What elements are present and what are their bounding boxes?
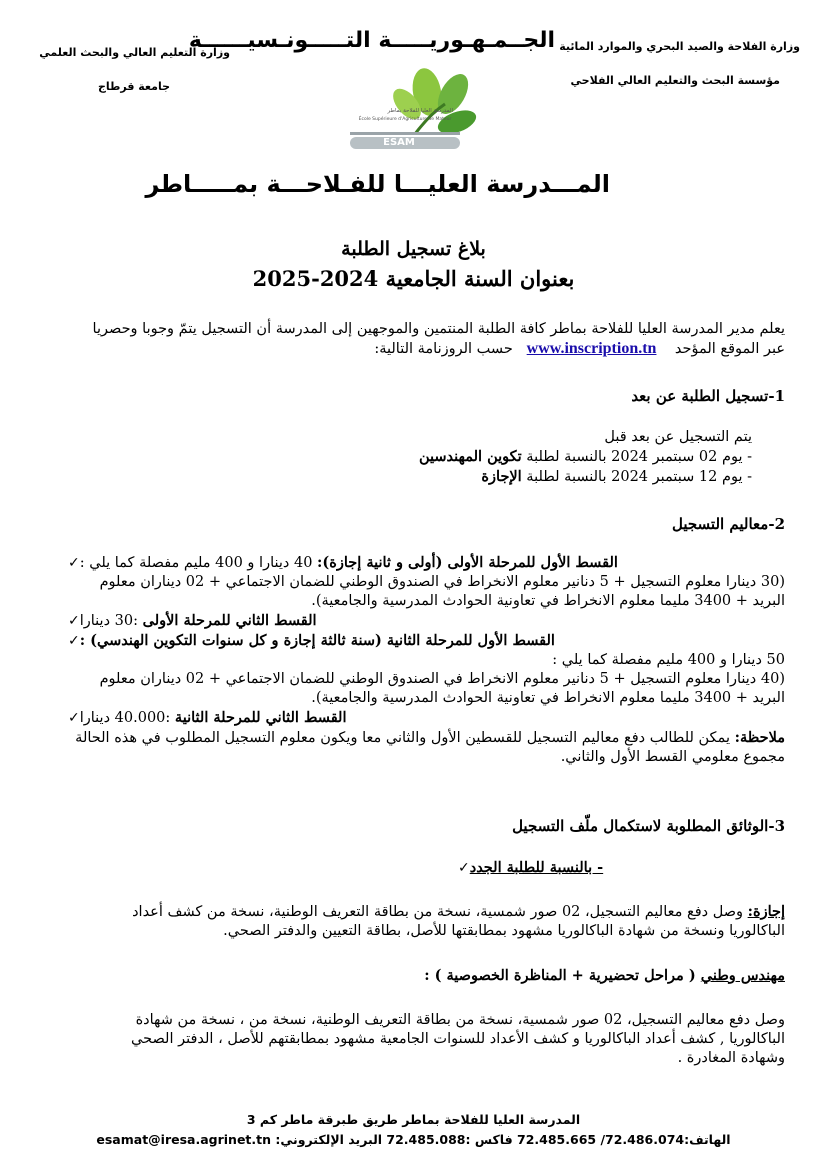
- engineer-rest: ( مراحل تحضيرية + المناظرة الخصوصية ) :: [424, 967, 701, 984]
- right-institution: مؤسسة البحث والتعليم العالي الفلاحي: [570, 74, 780, 87]
- fee-bullet-1: ✓ القسط الأول للمرحلة الأولى (أولى و ثانية إجازة): 40 دينارا و 400 مليم مفصلة كما يلي :: [68, 554, 618, 571]
- fee-bullet-4: ✓ القسط الثاني للمرحلة الثانية :40.000 دينارا: [68, 709, 347, 726]
- fee-bullet-3-detail-2: البريد + 3400 مليما معلوم الانخراط في تعاونية الحوادث المدرسية والجامعية).: [311, 690, 785, 706]
- engineer-line-3: وشهادة المغادرة .: [677, 1050, 785, 1066]
- logo-french-name: École Supérieure d'Agriculture de Mateur: [358, 117, 452, 122]
- licence-label: إجازة:: [747, 903, 785, 920]
- fee-bullet-1-detail-2: البريد + 3400 مليما معلوم الانخراط في تعاونية الحوادث المدرسية والجامعية).: [311, 593, 785, 609]
- notice-title: بلاغ تسجيل الطلبة: [341, 238, 486, 260]
- check-icon: ✓: [68, 555, 80, 571]
- check-icon: ✓: [68, 710, 80, 726]
- fee-note: ملاحظة: يمكن للطالب دفع معاليم التسجيل للقسطين الأول والثاني معا ويكون معلوم التسجيل المطلوب في هذه الحالة: [75, 729, 785, 746]
- new-students-line: [450, 858, 780, 878]
- new-students-label: - بالنسبة للطلبة الجدد: [469, 859, 604, 876]
- section1-item2: - يوم 12 سبتمبر 2024 بالنسبة لطلبة الإجازة: [481, 468, 752, 485]
- inscription-link[interactable]: www.inscription.tn: [526, 340, 657, 357]
- intro-line-1: يعلم مدير المدرسة العليا للفلاحة بماطر كافة الطلبة المنتمين والموجهين إلى المدرسة أن التسجيل يتمّ وجوبا وحصريا: [92, 321, 785, 337]
- fee-bullet-2: ✓ القسط الثاني للمرحلة الأولى :30 دينارا: [68, 612, 317, 629]
- fee-bullet-3: ✓ القسط الأول للمرحلة الثانية (سنة ثالثة إجازة و كل سنوات التكوين الهندسي) :: [68, 632, 555, 649]
- licence-docs: [60, 902, 785, 941]
- check-icon: ✓: [68, 613, 80, 629]
- section1-content: [300, 428, 752, 487]
- new-students-bullet: [450, 858, 780, 878]
- footer-contact: الهاتف:72.486.074/ 72.485.665 فاكس :72.485.088 البريد الإلكتروني: esamat@iresa.agrinet.tn: [96, 1132, 731, 1147]
- fee-bullet-3-detail-1: (40 دينارا معلوم التسجيل + 5 دنانير معلوم الانخراط في الصندوق الوطني للضمان الاجتماعي + 02 ديناران معلوم: [99, 671, 785, 687]
- logo-acronym: ESAM: [383, 137, 415, 148]
- intro-paragraph: [60, 320, 785, 359]
- engineer-line-2: الباكالوريا , كشف أعداد الباكالوريا و كشف الأعداد للسنوات الجامعية مشهود بمطابقتهم للأصل ، الدفتر الصحي: [131, 1031, 785, 1047]
- logo-arabic-name: المدرسة العليا للفلاحة بماطر: [387, 108, 453, 114]
- left-ministry: وزارة التعليم العالي والبحث العلمي: [39, 46, 230, 59]
- intro-line-2-after: حسب الروزنامة التالية:: [374, 341, 513, 357]
- fee-note-line-2: مجموع معلومي القسط الأول والثاني.: [560, 749, 785, 765]
- left-university: جامعة قرطاج: [97, 80, 170, 93]
- section3-heading: 3-الوثائق المطلوبة لاستكمال ملّف التسجيل: [512, 817, 785, 835]
- licence-line-1: وصل دفع معاليم التسجيل، 02 صور شمسية، نسخة من بطاقة التعريف الوطنية، نسخة من كشف أعداد: [132, 904, 748, 920]
- licence-line-2: الباكالوريا ونسخة من شهادة الباكالوريا مشهود بمطابقتها للأصل، بطاقة التعيين والدفتر الصحي.: [223, 923, 785, 939]
- intro-line-2-before: عبر الموقع المؤحد: [674, 341, 785, 357]
- republic-title: الجــمـهـوريـــــة التـــــونـسيــــــة: [188, 28, 555, 53]
- fee-bullet-3-detail-0: 50 دينارا و 400 مليم مفصلة كما يلي :: [552, 652, 785, 668]
- check-icon: ✓: [68, 633, 80, 649]
- check-icon: ✓: [458, 860, 470, 876]
- right-ministry: وزارة الفلاحة والصيد البحري والموارد المائية: [559, 40, 800, 53]
- school-logo: [345, 64, 485, 156]
- footer-address: المدرسة العليا للفلاحة بماطر طريق طبرقة ماطر كم 3: [246, 1112, 581, 1127]
- engineer-line-1: وصل دفع معاليم التسجيل، 02 صور شمسية، نسخة من بطاقة التعريف الوطنية، نسخة من ، نسخة من شهادة: [135, 1012, 785, 1028]
- engineer-heading: [300, 966, 785, 986]
- engineer-docs: [60, 1011, 785, 1068]
- section2-heading: 2-معاليم التسجيل: [671, 515, 785, 533]
- section1-intro: يتم التسجيل عن بعد قبل: [604, 429, 752, 445]
- notice-subtitle: بعنوان السنة الجامعية 2024-2025: [252, 266, 575, 291]
- fee-bullet-1-detail-1: (30 دينارا معلوم التسجيل + 5 دنانير معلوم الانخراط في الصندوق الوطني للضمان الاجتماعي + 02 ديناران معلوم: [99, 574, 785, 590]
- engineer-label: مهندس وطني: [700, 967, 785, 984]
- section1-heading: 1-تسجيل الطلبة عن بعد: [631, 387, 785, 405]
- section2-content: [60, 553, 785, 767]
- school-title: المـــدرسة العليـــا للفـلاحـــة بمـــــاطر: [145, 170, 610, 198]
- section1-item1: - يوم 02 سبتمبر 2024 بالنسبة لطلبة تكوين المهندسين: [418, 448, 752, 465]
- intro-line-2: [60, 339, 785, 359]
